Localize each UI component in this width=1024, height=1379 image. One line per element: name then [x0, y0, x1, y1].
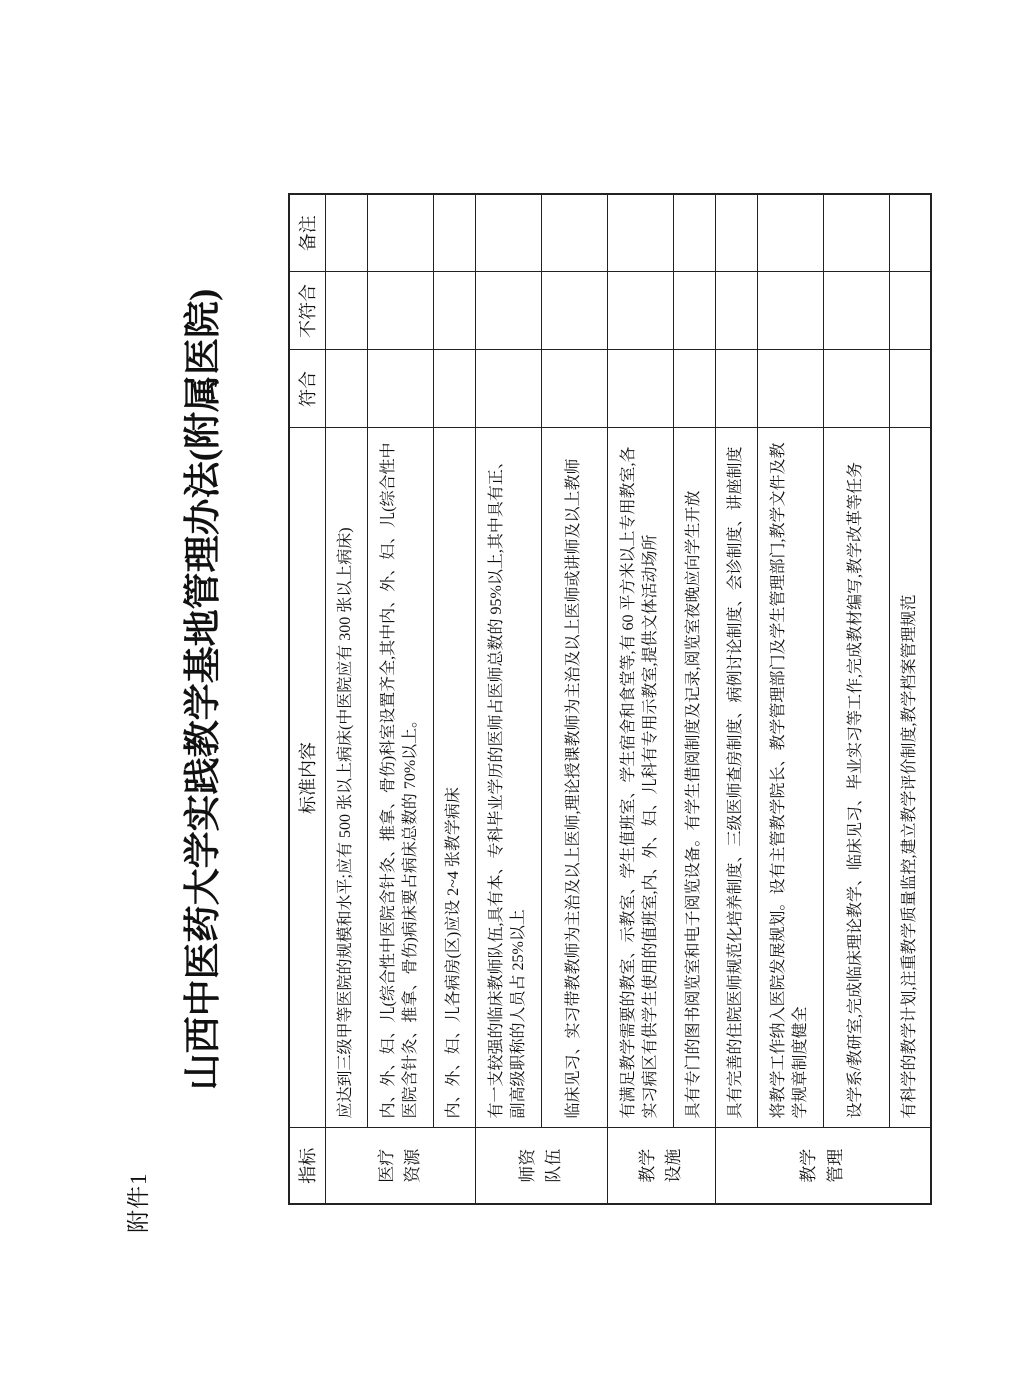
not-conform-cell [541, 272, 607, 350]
table-row [823, 194, 889, 1204]
conform-cell [673, 350, 715, 428]
table-row [433, 194, 475, 1204]
conform-cell [757, 350, 823, 428]
col-header-indicator: 指标 [289, 1128, 325, 1204]
remark-cell [757, 194, 823, 272]
indicator-cell-faculty-team [475, 1128, 607, 1204]
criteria-cell: 设学系/教研室,完成临床理论教学、临床见习、毕业实习等工作,完成教材编写,教学改革等任务 [823, 428, 889, 1128]
criteria-cell: 临床见习、实习带教教师为主治及以上医师,理论授课教师为主治及以上医师或讲师及以上教师 [541, 428, 607, 1128]
criteria-cell: 具有专门的图书阅览室和电子阅览设备。有学生借阅制度及记录,阅览室夜晚应向学生开放 [673, 428, 715, 1128]
table-row [475, 194, 541, 1204]
not-conform-cell [757, 272, 823, 350]
table-row [541, 194, 607, 1204]
header-row [289, 194, 325, 1204]
not-conform-cell [889, 272, 931, 350]
remark-cell [673, 194, 715, 272]
not-conform-cell [715, 272, 757, 350]
remark-cell [475, 194, 541, 272]
conform-cell [367, 350, 433, 428]
not-conform-cell [367, 272, 433, 350]
attachment-label: 附件1 [126, 1172, 151, 1233]
not-conform-cell [475, 272, 541, 350]
not-conform-cell [433, 272, 475, 350]
criteria-table [288, 193, 932, 1205]
conform-cell [823, 350, 889, 428]
table-row [715, 194, 757, 1204]
remark-cell [367, 194, 433, 272]
remark-cell [889, 194, 931, 272]
table-row [889, 194, 931, 1204]
indicator-label: 教学设施 [637, 1148, 683, 1183]
table-row [325, 194, 367, 1204]
not-conform-cell [823, 272, 889, 350]
table-row [673, 194, 715, 1204]
col-header-content: 标准内容 [289, 428, 325, 1128]
criteria-cell: 具有完善的住院医师规范化培养制度、三级医师查房制度、病例讨论制度、会诊制度、讲座制度 [715, 428, 757, 1128]
indicator-cell-medical-resources [325, 1128, 475, 1204]
conform-cell [433, 350, 475, 428]
criteria-cell: 内、外、妇、儿各病房(区)应设 2~4 张教学病床 [433, 428, 475, 1128]
remark-cell [607, 194, 673, 272]
conform-cell [607, 350, 673, 428]
col-header-remark: 备注 [289, 194, 325, 272]
not-conform-cell [325, 272, 367, 350]
not-conform-cell [673, 272, 715, 350]
conform-cell [325, 350, 367, 428]
criteria-cell: 将教学工作纳入医院发展规划。设有主管教学院长、教学管理部门及学生管理部门,教学文件及教学规章制度健全 [757, 428, 823, 1128]
col-header-not-conform: 不符合 [289, 272, 325, 350]
remark-cell [715, 194, 757, 272]
indicator-cell-teaching-facilities [607, 1128, 715, 1204]
criteria-cell: 有满足教学需要的教室、示教室、学生值班室、学生宿舍和食堂等,有 60 平方米以上专用教室,各实习病区有供学生使用的值班室,内、外、妇、儿科有专用示教室,提供文体活动场所 [607, 428, 673, 1128]
indicator-label: 师资队伍 [517, 1148, 563, 1183]
table-row [607, 194, 673, 1204]
indicator-label: 医疗资源 [376, 1148, 422, 1183]
not-conform-cell [607, 272, 673, 350]
criteria-cell: 应达到三级甲等医院的规模和水平;应有 500 张以上病床(中医院应有 300 张以上病床) [325, 428, 367, 1128]
table-row [367, 194, 433, 1204]
criteria-cell: 有科学的教学计划,注重教学质量监控,建立教学评价制度,教学档案管理规范 [889, 428, 931, 1128]
conform-cell [475, 350, 541, 428]
conform-cell [715, 350, 757, 428]
table-row [757, 194, 823, 1204]
indicator-label: 教学管理 [799, 1148, 845, 1183]
page-title: 山西中医药大学实践教学基地管理办法(附属医院) [183, 288, 224, 1091]
remark-cell [823, 194, 889, 272]
indicator-cell-teaching-management [715, 1128, 931, 1204]
conform-cell [889, 350, 931, 428]
remark-cell [325, 194, 367, 272]
remark-cell [433, 194, 475, 272]
conform-cell [541, 350, 607, 428]
criteria-cell: 内、外、妇、儿(综合性中医院含针灸、推拿、骨伤)科室设置齐全,其中内、外、妇、儿(综合性中医院含针灸、推拿、骨伤)病床要占病床总数的 70%以上。 [367, 428, 433, 1128]
remark-cell [541, 194, 607, 272]
col-header-conform: 符合 [289, 350, 325, 428]
criteria-cell: 有一支较强的临床教师队伍,具有本、专科毕业学历的医师占医师总数的 95%以上,其中具有正、副高级职称的人员占 25%以上 [475, 428, 541, 1128]
